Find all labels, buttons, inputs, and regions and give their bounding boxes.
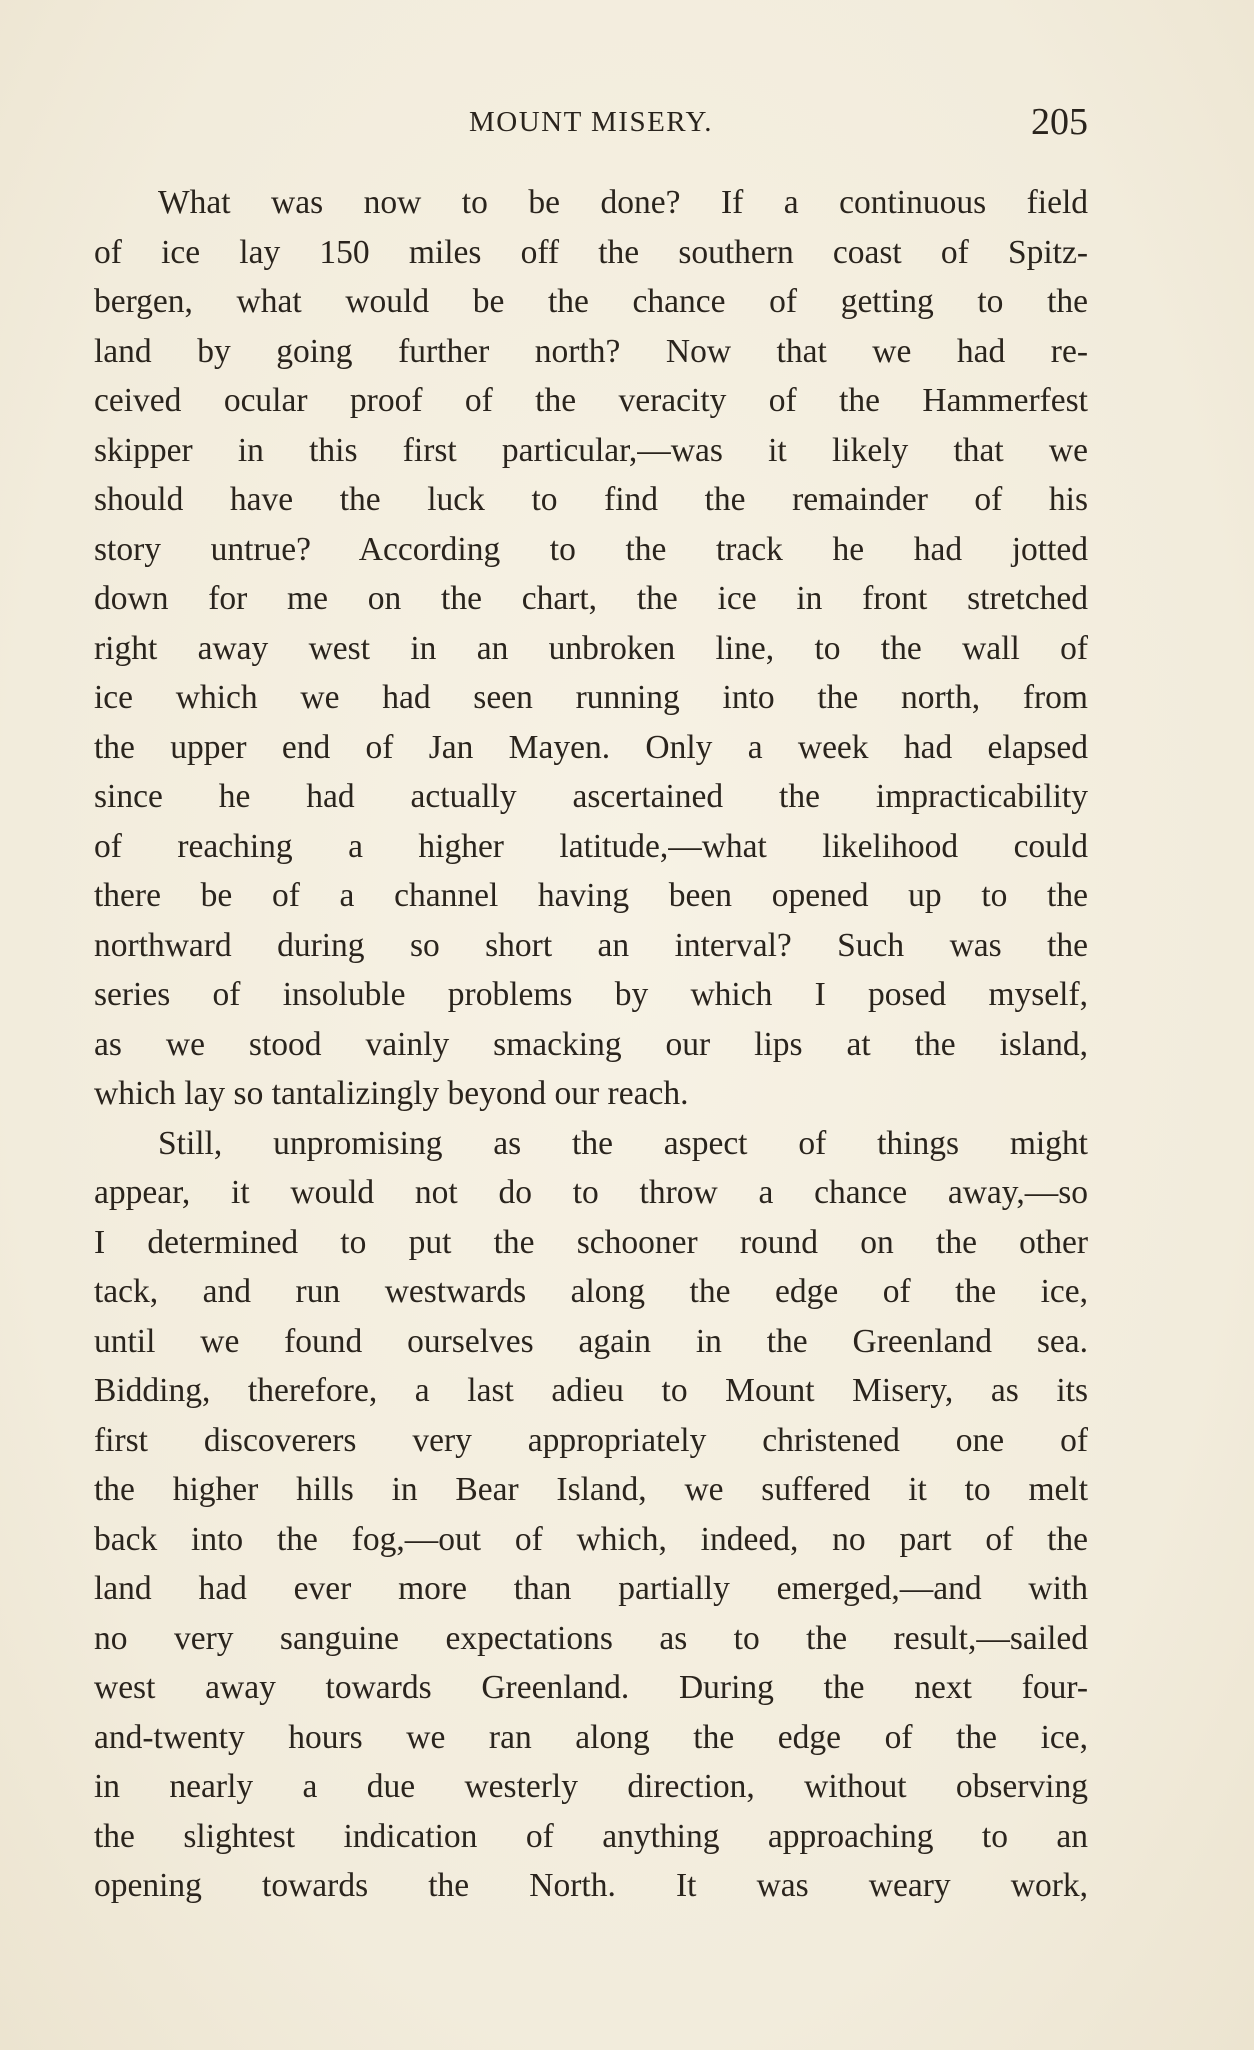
text-line: ice which we had seen running into the north, from bbox=[94, 679, 1088, 716]
text-line: should have the luck to find the remainder of his bbox=[94, 481, 1088, 518]
text-line: no very sanguine expectations as to the result,—sailed bbox=[94, 1619, 1088, 1657]
running-title: MOUNT MISERY. bbox=[468, 106, 714, 138]
text-line: land by going further north? Now that we had re- bbox=[94, 332, 1088, 370]
text-line: skipper in this first particular,—was it likely that we bbox=[94, 431, 1088, 469]
text-line: until we found ourselves again in the Greenland sea. bbox=[94, 1322, 1088, 1360]
text-line: Bidding, therefore, a last adieu to Mount Misery, as its bbox=[94, 1372, 1088, 1409]
text-line: ceived ocular proof of the veracity of the Hammerfest bbox=[94, 382, 1088, 419]
text-line: in nearly a due westerly direction, without observing bbox=[94, 1768, 1088, 1805]
page-number: 205 bbox=[1031, 101, 1088, 143]
text-line: bergen, what would be the chance of getting to the bbox=[94, 283, 1088, 320]
text-line: northward during so short an interval? Such was the bbox=[94, 926, 1088, 964]
text-line: since he had actually ascertained the impracticability bbox=[94, 778, 1088, 815]
text-line: down for me on the chart, the ice in front stretched bbox=[94, 580, 1088, 617]
text-line: Still, unpromising as the aspect of things might bbox=[158, 1124, 1088, 1162]
text-line: there be of a channel having been opened up to the bbox=[94, 877, 1088, 914]
text-line: west away towards Greenland. During the next four- bbox=[94, 1669, 1088, 1706]
text-line: the upper end of Jan Mayen. Only a week had elapsed bbox=[94, 728, 1088, 766]
text-line: tack, and run westwards along the edge of the ice, bbox=[94, 1273, 1088, 1310]
text-line: back into the fog,—out of which, indeed, no part of the bbox=[94, 1520, 1088, 1558]
text-line: I determined to put the schooner round on the other bbox=[94, 1223, 1088, 1261]
text-line: of ice lay 150 miles off the southern coast of Spitz- bbox=[94, 233, 1088, 271]
text-line: series of insoluble problems by which I posed myself, bbox=[94, 976, 1088, 1013]
running-head bbox=[94, 100, 1088, 148]
text-line: land had ever more than partially emerged,—and with bbox=[94, 1570, 1088, 1607]
text-line: story untrue? According to the track he had jotted bbox=[94, 530, 1088, 568]
text-line: and-twenty hours we ran along the edge of the ice, bbox=[94, 1718, 1088, 1756]
text-line: first discoverers very appropriately christened one of bbox=[94, 1421, 1088, 1459]
body-text bbox=[94, 178, 1088, 1911]
text-line: which lay so tantalizingly beyond our reach. bbox=[94, 1075, 689, 1112]
text-line: right away west in an unbroken line, to the wall of bbox=[94, 629, 1088, 667]
text-line: What was now to be done? If a continuous field bbox=[158, 184, 1088, 221]
text-line: as we stood vainly smacking our lips at the island, bbox=[94, 1025, 1088, 1063]
text-line: appear, it would not do to throw a chance away,—so bbox=[94, 1174, 1088, 1211]
text-line: the slightest indication of anything approaching to an bbox=[94, 1817, 1088, 1855]
text-line: opening towards the North. It was weary work, bbox=[94, 1867, 1088, 1904]
text-line: of reaching a higher latitude,—what likelihood could bbox=[94, 827, 1088, 865]
text-line: the higher hills in Bear Island, we suffered it to melt bbox=[94, 1471, 1088, 1508]
